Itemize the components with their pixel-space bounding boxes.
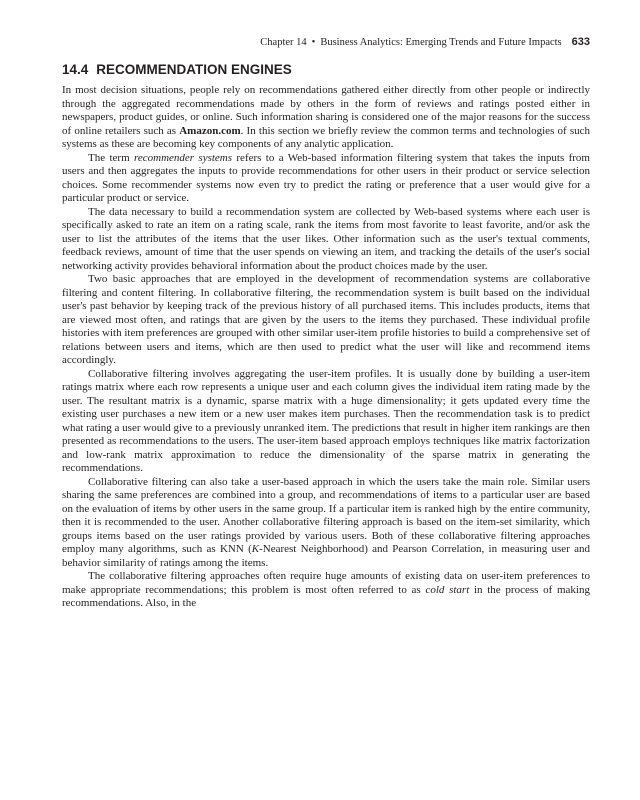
paragraph-3: The data necessary to build a recommendation system are collected by Web-based systems where each user is specifically asked to rate an item on a rating scale, rank the items from most favorite to least favorite, and/or ask the user to list the attributes of the items that the user likes. Other information such as the user's textual comments, feedback reviews, amount of time that the user spends on viewing an item, and tracking the details of the user's social networking activity provides behavioral information about the product choices made by the user. xyxy=(62,205,590,272)
term-cold-start: cold start xyxy=(425,583,470,596)
paragraph-7-text-b: in the process of making recommendations. Also, in the xyxy=(62,583,590,609)
book-page xyxy=(62,36,590,611)
page-number: 633 xyxy=(571,36,590,48)
paragraph-1-text-b: . In this section we briefly review the common terms and technologies of such systems as these are becoming key components of any analytic application. xyxy=(62,124,590,150)
body-text xyxy=(62,84,590,611)
paragraph-2-text-b: refers to a Web-based information filtering system that takes the inputs from users and then aggregates the inputs to provide recommendations for other users in their product or service selection choices. Some recommender systems now even try to predict the rating or preference that a user would give for a particular product or service. xyxy=(62,151,590,204)
header-separator: • xyxy=(311,37,316,48)
term-recommender-systems: recommender systems xyxy=(133,151,233,164)
section-heading xyxy=(62,62,590,78)
section-number: 14.4 xyxy=(62,62,89,77)
running-header xyxy=(62,36,590,50)
paragraph-6 xyxy=(62,476,590,571)
paragraph-2 xyxy=(62,152,590,206)
amazon-reference: Amazon.com xyxy=(179,124,241,137)
paragraph-5: Collaborative filtering involves aggregating the user-item profiles. It is usually done by building a user-item ratings matrix where each row represents a unique user and each column gives the individual item rating made by the user. The resultant matrix is a dynamic, sparse matrix with a huge dimensionality; it gets updated every time the existing user purchases a new item or a new user makes item purchases. Then the recommendation task is to predict what rating a user would give to a previously unranked item. The predictions that result in higher item rankings are then presented as recommendations to the users. The user-item based approach employs techniques like matrix factorization and low-rank matrix approximation to reduce the dimensionality of the sparse matrix in generating the recommendations. xyxy=(62,367,590,474)
term-k: K xyxy=(251,543,260,555)
paragraph-2-text-a: The term xyxy=(88,151,134,164)
chapter-title: Business Analytics: Emerging Trends and Future Impacts xyxy=(320,37,562,48)
paragraph-1-text-a: In most decision situations, people rely on recommendations gathered either directly from other people or indirectly through the aggregated recommendations made by others in the form of reviews and ratings posted either in newspapers, product guides, or online. Such information sharing is considered one of the major reasons for the success of online retailers such as xyxy=(62,84,590,137)
paragraph-1 xyxy=(62,84,590,152)
paragraph-6-text-b: -Nearest Neighborhood) and Pearson Correlation, in measuring user and behavior similarity of ratings among the items. xyxy=(62,543,590,569)
paragraph-6-text-a: Collaborative filtering can also take a user-based approach in which the users take the main role. Similar users sharing the same preferences are combined into a group, and recommendations of items to a particular user are based on the evaluation of items by other users in the same group. If a particular item is ranked high by the entire community, then it is recommended to the user. Another collaborative filtering approach is based on the item-set similarity, which groups items based on the user ratings provided by various users. Both of these collaborative filtering approaches employ many algorithms, such as KNN ( xyxy=(62,475,590,555)
paragraph-4: Two basic approaches that are employed in the development of recommendation systems are collaborative filtering and content filtering. In collaborative filtering, the recommendation system is built based on the individual user's past behavior by keeping track of the previous history of all purchased items. This includes products, items that are viewed most often, and ratings that are given by the users to the items they purchased. These individual profile histories with item preferences are grouped with other similar user-item profile histories to build a comprehensive set of relations between users and items, which are then used to predict what the user will like and recommend items accordingly. xyxy=(62,273,590,366)
section-title: RECOMMENDATION ENGINES xyxy=(96,62,292,77)
paragraph-7 xyxy=(62,570,590,611)
paragraph-7-text-a: The collaborative filtering approaches often require huge amounts of existing data on user-item preferences to make appropriate recommendations; this problem is most often referred to as xyxy=(62,570,590,596)
chapter-label: Chapter 14 xyxy=(260,37,307,48)
